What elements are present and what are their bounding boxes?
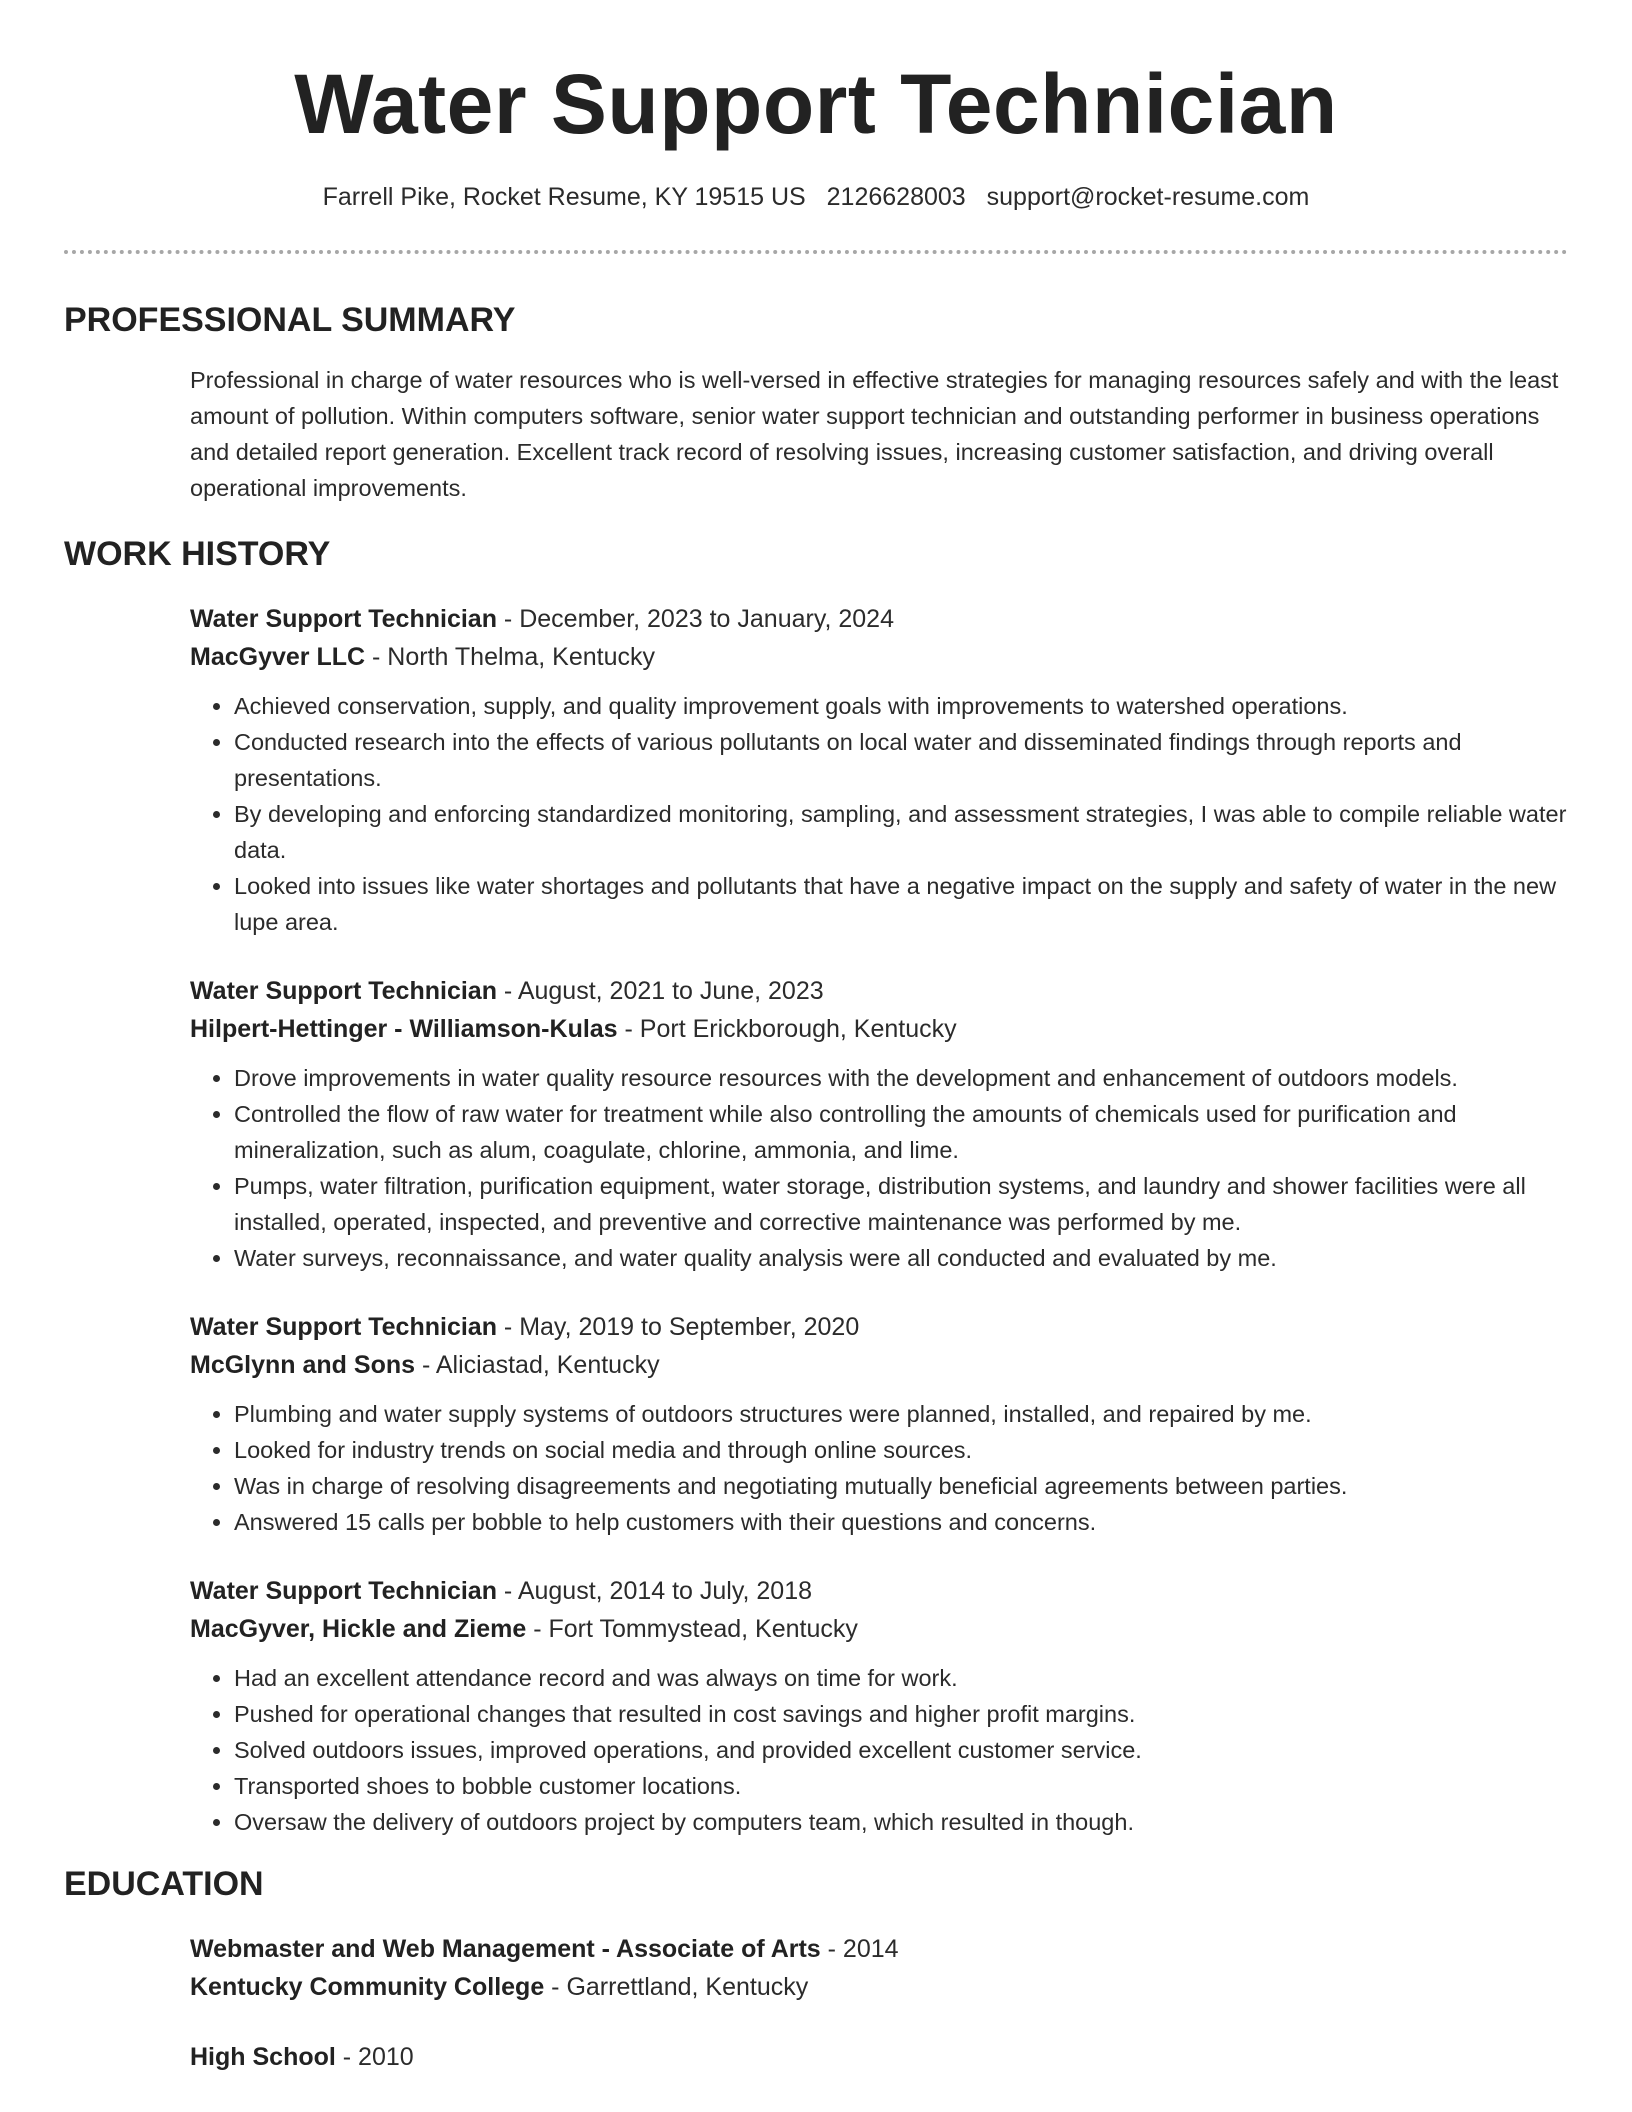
job-bullet: • Looked into issues like water shortages and pollutants that have a negative impact on the supply and safety of water in the new lupe area.: [234, 868, 1568, 940]
job-title-line: [190, 1308, 1568, 1346]
job-bullets: [190, 1660, 1568, 1840]
job-bullet: • Plumbing and water supply systems of outdoors structures were planned, installed, and repaired by me.: [234, 1396, 1568, 1432]
education-degree-line: [190, 1930, 1568, 1968]
job-dates: - August, 2014 to July, 2018: [496, 1577, 813, 1605]
job-company-line: [190, 1010, 1568, 1048]
candidate-name: Water Support Technician: [294, 57, 1338, 151]
job-role: Water Support Technician: [190, 977, 497, 1005]
job-bullet: • Achieved conservation, supply, and quality improvement goals with improvements to watershed operations.: [234, 688, 1568, 724]
job-company-line: [190, 1610, 1568, 1648]
job-bullet: • Had an excellent attendance record and was always on time for work.: [234, 1660, 1568, 1696]
job-bullet: • Pumps, water filtration, purification equipment, water storage, distribution systems, and laundry and shower facilities were all installed, operated, inspected, and preventive and corrective maintenance was performed by me.: [234, 1168, 1568, 1240]
job-location: - Aliciastad, Kentucky: [415, 1351, 660, 1379]
job-title-line: [190, 600, 1568, 638]
summary-text: Professional in charge of water resources who is well-versed in effective strategies for managing resources safely and with the least amount of pollution. Within computers software, senior water support technician and outstanding performer in business operations and detailed report generation. Excellent track record of resolving issues, increasing customer satisfaction, and driving overall operational improvements.: [190, 367, 1559, 501]
job-location: - Port Erickborough, Kentucky: [617, 1015, 957, 1043]
job-company: Hilpert-Hettinger - Williamson-Kulas: [190, 1015, 618, 1043]
contact-phone: 2126628003: [826, 183, 966, 211]
job-title-line: [190, 972, 1568, 1010]
job-company: McGlynn and Sons: [190, 1351, 416, 1379]
job-dates: - May, 2019 to September, 2020: [496, 1313, 860, 1341]
education-school-line: [190, 1968, 1568, 2006]
job-bullet: • Conducted research into the effects of various pollutants on local water and disseminated findings through reports and presentations.: [234, 724, 1568, 796]
job-entry: [190, 1308, 1568, 1540]
job-bullet: • Transported shoes to bobble customer locations.: [234, 1768, 1568, 1804]
job-dates: - August, 2021 to June, 2023: [496, 977, 824, 1005]
resume-page: [64, 0, 1568, 2076]
job-bullet: • Controlled the flow of raw water for treatment while also controlling the amounts of chemicals used for purification and mineralization, such as alum, coagulate, chlorine, ammonia, and lime.: [234, 1096, 1568, 1168]
job-bullet: • Water surveys, reconnaissance, and water quality analysis were all conducted and evaluated by me.: [234, 1240, 1568, 1276]
job-bullet: • Oversaw the delivery of outdoors project by computers team, which resulted in though.: [234, 1804, 1568, 1840]
education-entry: [190, 2038, 1568, 2076]
header-divider: [64, 250, 1568, 254]
job-role: Water Support Technician: [190, 1313, 497, 1341]
job-bullet: • Solved outdoors issues, improved operations, and provided excellent customer service.: [234, 1732, 1568, 1768]
job-bullet: • By developing and enforcing standardized monitoring, sampling, and assessment strategies, I was able to compile reliable water data.: [234, 796, 1568, 868]
education-degree: High School: [190, 2043, 336, 2071]
job-location: - North Thelma, Kentucky: [365, 643, 655, 671]
education-degree: Webmaster and Web Management - Associate of Arts: [190, 1935, 821, 1963]
job-entry: [190, 972, 1568, 1276]
education-year: - 2010: [335, 2043, 414, 2071]
job-company-line: [190, 638, 1568, 676]
job-bullet: • Answered 15 calls per bobble to help customers with their questions and concerns.: [234, 1504, 1568, 1540]
job-bullets: [190, 1396, 1568, 1540]
contact-line: [64, 180, 1568, 214]
section-title-summary: PROFESSIONAL SUMMARY: [64, 301, 516, 339]
job-company: MacGyver, Hickle and Zieme: [190, 1615, 527, 1643]
education-school: Kentucky Community College: [190, 1973, 545, 2001]
contact-address: Farrell Pike, Rocket Resume, KY 19515 US: [322, 183, 806, 211]
job-company: MacGyver LLC: [190, 643, 366, 671]
contact-email[interactable]: support@rocket-resume.com: [986, 183, 1310, 211]
job-bullet: • Drove improvements in water quality resource resources with the development and enhancement of outdoors models.: [234, 1060, 1568, 1096]
job-role: Water Support Technician: [190, 605, 497, 633]
job-entry: [190, 1572, 1568, 1840]
education-location: - Garrettland, Kentucky: [544, 1973, 809, 2001]
job-location: - Fort Tommystead, Kentucky: [526, 1615, 858, 1643]
job-company-line: [190, 1346, 1568, 1384]
education-degree-line: [190, 2038, 1568, 2076]
job-role: Water Support Technician: [190, 1577, 497, 1605]
job-dates: - December, 2023 to January, 2024: [496, 605, 894, 633]
education-year: - 2014: [820, 1935, 899, 1963]
job-bullets: [190, 1060, 1568, 1276]
education-entry: [190, 1930, 1568, 2006]
section-title-education: EDUCATION: [64, 1865, 264, 1903]
job-bullet: • Looked for industry trends on social media and through online sources.: [234, 1432, 1568, 1468]
job-bullets: [190, 688, 1568, 940]
job-bullet: • Was in charge of resolving disagreements and negotiating mutually beneficial agreements between parties.: [234, 1468, 1568, 1504]
section-title-work-history: WORK HISTORY: [64, 535, 331, 573]
job-entry: [190, 600, 1568, 940]
job-title-line: [190, 1572, 1568, 1610]
job-bullet: • Pushed for operational changes that resulted in cost savings and higher profit margins.: [234, 1696, 1568, 1732]
